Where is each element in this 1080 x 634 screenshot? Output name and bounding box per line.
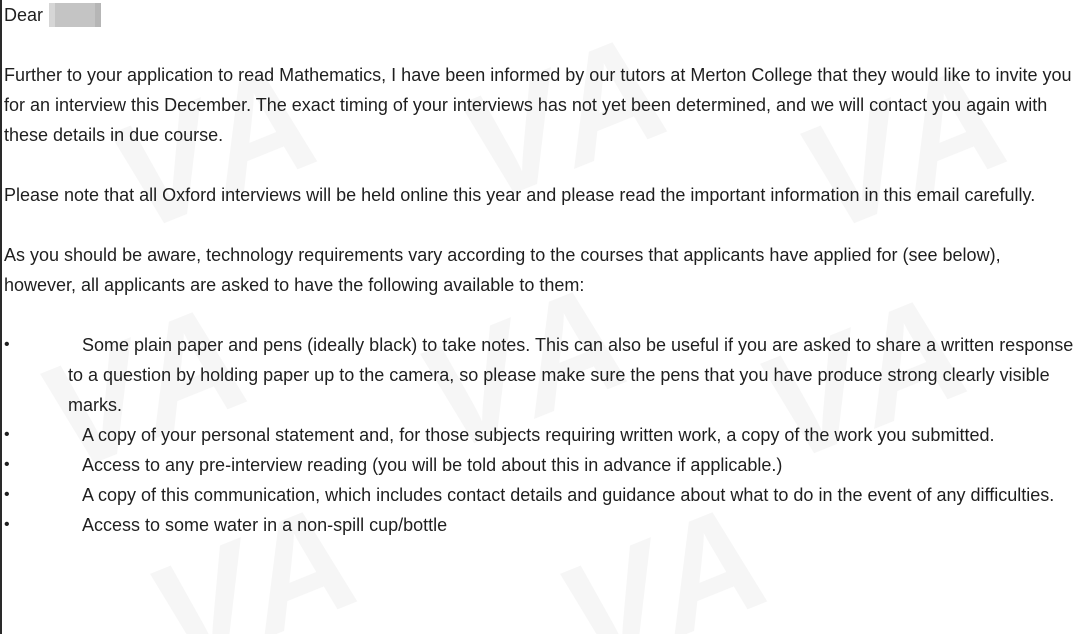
list-item: [4, 450, 1076, 480]
bullet-icon: •: [4, 516, 10, 533]
list-item-text: A copy of this communication, which includes contact details and guidance about what to do in the event of any difficulties.: [82, 485, 1055, 505]
list-item-text: Access to any pre-interview reading (you will be told about this in advance if applicable.): [82, 455, 783, 475]
list-item: [4, 480, 1076, 510]
paragraph-technology-requirements: As you should be aware, technology requirements vary according to the courses that applicants have applied for (see below), however, all applicants are asked to have the following available to them:: [4, 245, 1001, 295]
list-item: [4, 330, 1076, 420]
bullet-icon: •: [4, 426, 10, 443]
bullet-icon: •: [4, 456, 10, 473]
salutation: Dear: [4, 5, 44, 25]
paragraph-interview-invitation: Further to your application to read Mathematics, I have been informed by our tutors at Merton College that they would like to invite you for an interview this December. The exact timing of your interviews has not yet been determined, and we will contact you again with these details in due course.: [4, 65, 1072, 145]
bullet-icon: •: [4, 486, 10, 503]
redacted-recipient-name: [49, 3, 101, 27]
bullet-icon: •: [4, 336, 10, 353]
list-item-text: Some plain paper and pens (ideally black) to take notes. This can also be useful if you are asked to share a written response to a question by holding paper up to the camera, so please make sure the pens that you have produce strong clearly visible marks.: [68, 335, 1074, 415]
requirements-list: [4, 330, 1076, 540]
greeting-line: [4, 0, 1076, 30]
list-item-text: Access to some water in a non-spill cup/bottle: [82, 515, 448, 535]
list-item-text: A copy of your personal statement and, for those subjects requiring written work, a copy of the work you submitted.: [82, 425, 995, 445]
paragraph-online-interviews: Please note that all Oxford interviews will be held online this year and please read the important information in this email carefully.: [4, 185, 1036, 205]
list-item: [4, 420, 1076, 450]
list-item: [4, 510, 1076, 540]
